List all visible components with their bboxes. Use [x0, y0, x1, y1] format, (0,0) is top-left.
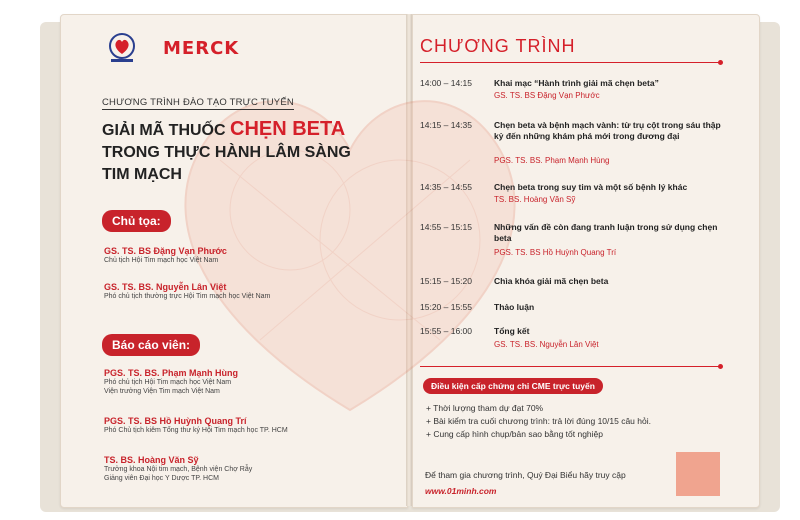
agenda-time: 15:20 – 15:55 [420, 302, 472, 312]
speaker-2 [104, 416, 288, 435]
agenda-time: 15:15 – 15:20 [420, 276, 472, 286]
agenda-topic: Thảo luận [494, 302, 535, 312]
agenda-topic: Tổng kết [494, 326, 530, 336]
speaker-1-name: PGS. TS. BS. Phạm Mạnh Hùng [104, 368, 239, 378]
chair-1 [104, 246, 227, 265]
chair-1-name: GS. TS. BS Đặng Vạn Phước [104, 246, 227, 256]
agenda-speaker: PGS. TS. BS Hồ Huỳnh Quang Trí [494, 248, 617, 257]
program-title [102, 118, 402, 186]
logo-row [105, 32, 239, 64]
title-line-2: TRONG THỰC HÀNH LÂM SÀNG [102, 144, 351, 161]
speaker-3 [104, 455, 252, 483]
website-link[interactable]: www.01minh.com [425, 486, 497, 496]
cme-condition-item: + Thời lượng tham dự đạt 70% [426, 403, 544, 413]
agenda-topic: Chẹn beta trong suy tim và một số bệnh lý khác [494, 182, 688, 192]
agenda-bottom-divider [420, 366, 720, 367]
agenda-top-divider [420, 62, 720, 63]
cme-conditions-list [426, 402, 651, 441]
agenda-topic: Chẹn beta và bệnh mạch vành: từ trụ cột trong sáu thập kỷ đến những khám phá mới trong đương đại [494, 120, 721, 141]
speaker-1-role-1: Phó chủ tịch Hội Tim mạch học Việt Nam [104, 379, 232, 386]
speaker-3-name: TS. BS. Hoàng Văn Sỹ [104, 455, 199, 465]
agenda-speaker: TS. BS. Hoàng Văn Sỹ [494, 195, 576, 204]
cme-condition-item: + Bài kiểm tra cuối chương trình: trả lời đúng 10/15 câu hỏi. [426, 416, 651, 426]
speaker-3-role-1: Trưởng khoa Nội tim mạch, Bệnh viện Chợ Rẫy [104, 466, 253, 473]
divider-dot [718, 60, 723, 65]
agenda-topic: Khai mạc “Hành trình giải mã chẹn beta” [494, 78, 659, 88]
divider-dot [718, 364, 723, 369]
title-highlight: CHẸN BETA [230, 118, 346, 140]
agenda-speaker: GS. TS. BS. Nguyễn Lân Việt [494, 340, 599, 349]
chair-2-role: Phó chủ tịch thường trực Hội Tim mạch học Việt Nam [104, 293, 271, 300]
agenda-time: 15:55 – 16:00 [420, 326, 472, 336]
chair-2 [104, 282, 270, 301]
merck-logo: MERCK [163, 37, 240, 59]
title-line-1: GIẢI MÃ THUỐC [102, 122, 226, 139]
agenda-time: 14:35 – 14:55 [420, 182, 472, 192]
speaker-3-role-2: Giảng viên Đại học Y Dược TP. HCM [104, 475, 219, 482]
speaker-2-name: PGS. TS. BS Hồ Huỳnh Quang Trí [104, 416, 247, 426]
cardiology-association-logo [105, 32, 139, 64]
agenda-time: 14:15 – 14:35 [420, 120, 472, 130]
speaker-2-role-1: Phó Chủ tịch kiêm Tổng thư ký Hội Tim mạch học TP. HCM [104, 427, 288, 434]
agenda-time: 14:55 – 15:15 [420, 222, 472, 232]
footer-note: Để tham gia chương trình, Quý Đại Biểu hãy truy cập [425, 470, 626, 480]
agenda-title: CHƯƠNG TRÌNH [420, 36, 576, 56]
speakers-label: Báo cáo viên: [102, 334, 200, 356]
chair-1-role: Chủ tịch Hội Tim mạch học Việt Nam [104, 257, 219, 264]
title-line-3: TIM MẠCH [102, 166, 182, 183]
agenda-time: 14:00 – 14:15 [420, 78, 472, 88]
qr-code-placeholder [676, 452, 720, 496]
cme-conditions-label: Điều kiện cấp chứng chỉ CME trực tuyến [423, 378, 603, 394]
program-subtitle: CHƯƠNG TRÌNH ĐÀO TẠO TRỰC TUYẾN [102, 97, 294, 108]
agenda-speaker: GS. TS. BS Đặng Vạn Phước [494, 91, 600, 100]
agenda-topic: Những vấn đề còn đang tranh luận trong sử dụng chẹn beta [494, 222, 718, 243]
agenda-speaker: PGS. TS. BS. Phạm Mạnh Hùng [494, 156, 610, 165]
agenda-topic: Chìa khóa giải mã chẹn beta [494, 276, 609, 286]
chair-2-name: GS. TS. BS. Nguyễn Lân Việt [104, 282, 227, 292]
speaker-1 [104, 368, 238, 396]
chairs-label: Chủ tọa: [102, 210, 171, 232]
cme-condition-item: + Cung cấp hình chụp/bản sao bằng tốt nghiệp [426, 429, 603, 439]
speaker-1-role-2: Viện trưởng Viện Tim mạch Việt Nam [104, 388, 220, 395]
